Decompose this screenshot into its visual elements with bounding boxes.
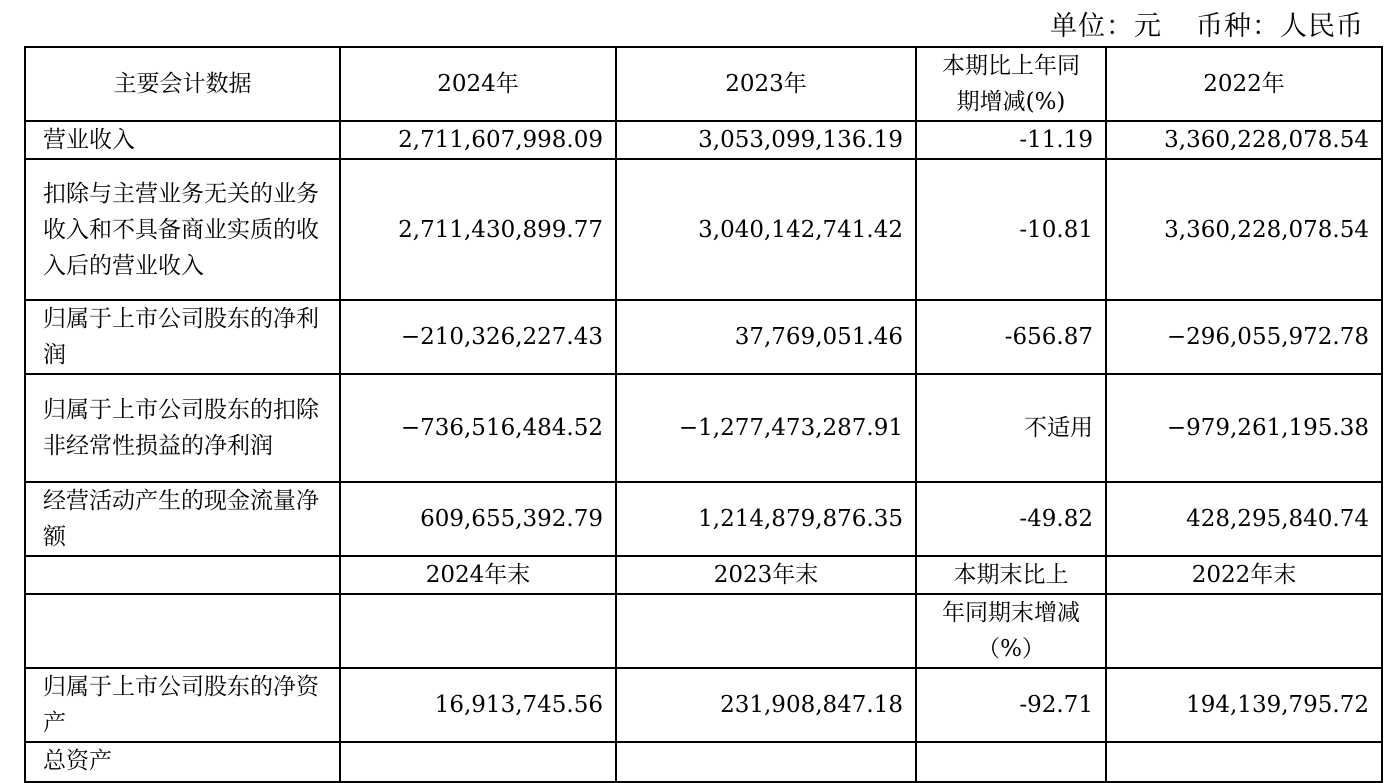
header-2022-end: 2022年末: [1106, 556, 1382, 594]
header-item: 主要会计数据: [25, 47, 340, 121]
empty-cell: [1106, 594, 1382, 668]
value-2024: 2,711,430,899.77: [340, 159, 616, 300]
empty-cell: [25, 594, 340, 668]
table-row: [25, 742, 1382, 782]
unit-label: 单位：元: [1050, 11, 1162, 42]
table-row: [25, 121, 1382, 159]
value-change: -10.81: [916, 159, 1106, 300]
value-change: -656.87: [916, 300, 1106, 374]
period-end-header-row: [25, 556, 1382, 594]
period-end-header-row-continued: [25, 594, 1382, 668]
empty-cell: [340, 594, 616, 668]
row-label: 归属于上市公司股东的净资产: [25, 668, 340, 742]
value-change: -49.82: [916, 482, 1106, 556]
value-change: -92.71: [916, 668, 1106, 742]
key-accounting-data-table-continued: [24, 593, 1383, 783]
value-2024: −210,326,227.43: [340, 300, 616, 374]
row-label: 营业收入: [25, 121, 340, 159]
row-label: 经营活动产生的现金流量净额: [25, 482, 340, 556]
value-2023: 3,053,099,136.19: [616, 121, 916, 159]
value-2022: 3,360,228,078.54: [1106, 159, 1382, 300]
value-2022: 3,360,228,078.54: [1106, 121, 1382, 159]
value-2024: 609,655,392.79: [340, 482, 616, 556]
empty-cell: [616, 742, 916, 782]
empty-cell: [25, 556, 340, 594]
header-change-end-part1: 本期末比上: [916, 556, 1106, 594]
row-label: 归属于上市公司股东的扣除非经常性损益的净利润: [25, 374, 340, 482]
empty-cell: [916, 742, 1106, 782]
row-label: 归属于上市公司股东的净利润: [25, 300, 340, 374]
value-2023: −1,277,473,287.91: [616, 374, 916, 482]
header-2024: 2024年: [340, 47, 616, 121]
table-row: [25, 668, 1382, 742]
table-header-row: [25, 47, 1382, 121]
header-2022: 2022年: [1106, 47, 1382, 121]
value-2023: 37,769,051.46: [616, 300, 916, 374]
value-change: -11.19: [916, 121, 1106, 159]
value-change: 不适用: [916, 374, 1106, 482]
value-2022: −979,261,195.38: [1106, 374, 1382, 482]
value-2022: −296,055,972.78: [1106, 300, 1382, 374]
value-2023: 3,040,142,741.42: [616, 159, 916, 300]
key-accounting-data-table: [24, 46, 1383, 595]
value-2023: 1,214,879,876.35: [616, 482, 916, 556]
table-row: [25, 482, 1382, 556]
empty-cell: [340, 742, 616, 782]
empty-cell: [616, 594, 916, 668]
value-2024: 2,711,607,998.09: [340, 121, 616, 159]
header-2024-end: 2024年末: [340, 556, 616, 594]
table-row: [25, 159, 1382, 300]
currency-label: 币种：人民币: [1196, 11, 1364, 42]
header-change: 本期比上年同期增减(%): [916, 47, 1106, 121]
value-2024: −736,516,484.52: [340, 374, 616, 482]
unit-note: [1050, 4, 1364, 43]
value-2022: 428,295,840.74: [1106, 482, 1382, 556]
header-change-end-part2: 年同期末增减（%）: [916, 594, 1106, 668]
value-2024: 16,913,745.56: [340, 668, 616, 742]
value-2022: 194,139,795.72: [1106, 668, 1382, 742]
table-row: [25, 300, 1382, 374]
row-label: 总资产: [25, 742, 340, 782]
row-label: 扣除与主营业务无关的业务收入和不具备商业实质的收入后的营业收入: [25, 159, 340, 300]
value-2023: 231,908,847.18: [616, 668, 916, 742]
table-row: [25, 374, 1382, 482]
header-2023-end: 2023年末: [616, 556, 916, 594]
empty-cell: [1106, 742, 1382, 782]
header-2023: 2023年: [616, 47, 916, 121]
